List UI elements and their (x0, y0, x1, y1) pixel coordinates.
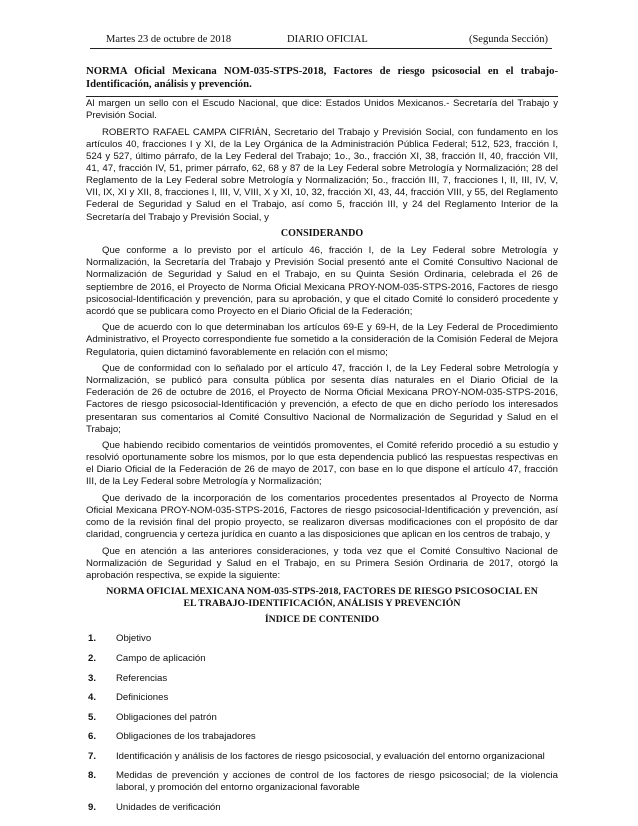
index-item (86, 673, 558, 685)
header-section: (Segunda Sección) (468, 34, 548, 45)
considerando-heading: CONSIDERANDO (280, 227, 364, 239)
index-text: Objetivo (116, 633, 152, 645)
index-text: Medidas de prevención y acciones de control de los factores de riesgo psicosocial; de la violencia laboral, y promoción del entorno organizacional favorable (116, 770, 558, 794)
considerando-paragraph: Que de acuerdo con lo que determinaban los artículos 69-E y 69-H, de la Ley Federal de Procedimiento Administrativo, el Proyecto correspondiente fue sometido a la consideración de la Comisión Federal de Mejora Regulatoria, quien dictaminó favorablemente en relación con el mismo; (86, 322, 558, 358)
considerando-paragraph: Que en atención a las anteriores consideraciones, y toda vez que el Comité Consultivo Nacional de Normalización de Seguridad y Salud en el Trabajo, en su Primera Sesión Ordinaria de 2017, otorgó la aprobación respectiva, se expide la siguiente: (86, 545, 558, 581)
intro-paragraph: ROBERTO RAFAEL CAMPA CIFRIÁN, Secretario del Trabajo y Previsión Social, con fundamento en los artículos 40, fracciones I y XI, de la Ley Orgánica de la Administración Pública Federal; 512, 523, fracción I, 524 y 527, último párrafo, de la Ley Federal del Trabajo; 1o., 3o., fracción XI, 38, fracción II, 40, fracción VII, 41, 47, fracción IV, 51, primer párrafo, 62, 68 y 87 de la Ley Federal sobre Metrología y Normalización; 28 del Reglamento de la Ley Federal sobre Metrología y Normalización; 5o., fracción III, 7, fracciones I, II, III, IV, V, VII, IX, XI y XII, 8, fracciones I, III, V, VIII, X y XI, 10, 32, fracción XI, 43, 44, fracción VIII, y 55, del Reglamento Federal de Seguridad y Salud en el Trabajo, así como 5, fracción III, y 24 del Reglamento Interior de la Secretaría del Trabajo y Previsión Social, y (86, 126, 558, 223)
index-number: 2. (88, 652, 97, 664)
header-publication: DIARIO OFICIAL (287, 34, 368, 45)
index-number: 8. (88, 770, 97, 782)
header-date: Martes 23 de octubre de 2018 (106, 34, 232, 45)
considerando-paragraph: Que conforme a lo previsto por el artículo 46, fracción I, de la Ley Federal sobre Metrología y Normalización, la Secretaría del Trabajo y Previsión Social presentó ante el Comité Consultivo Nacional de Normalización de Seguridad y Salud en el Trabajo, en su Quinta Sesión Ordinaria, celebrada el 26 de septiembre de 2016, el Proyecto de Norma Oficial Mexicana PROY-NOM-035-STPS-2016, Factores de riesgo psicosocial-Identificación y prevención, para su aprobación, y que el citado Comité lo consideró procedente y acordó que se publicara como Proyecto en el Diario Oficial de la Federación; (86, 245, 558, 317)
index-text: Obligaciones del patrón (116, 711, 217, 723)
index-item (86, 731, 558, 743)
index-number: 1. (88, 633, 97, 645)
index-text: Unidades de verificación (116, 801, 221, 813)
considerando-paragraph: Que habiendo recibido comentarios de veintidós promoventes, el Comité referido procedió a su estudio y resolvió oportunamente sobre los mismos, por lo que esta dependencia publicó las respuestas respectivas en el Diario Oficial de la Federación de 26 de mayo de 2017, con base en lo que dispone el artículo 47, fracción III, de la Ley Federal sobre Metrología y Normalización; (86, 440, 558, 488)
document-title: NORMA Oficial Mexicana NOM-035-STPS-2018, Factores de riesgo psicosocial en el trabajo-Identificación, análisis y prevención. (86, 65, 558, 97)
index-number: 4. (88, 692, 97, 704)
index-text: Referencias (116, 672, 168, 684)
index-list (86, 633, 558, 814)
index-item (86, 712, 558, 724)
considerando-paragraph: Que derivado de la incorporación de los comentarios procedentes presentados al Proyecto de Norma Oficial Mexicana PROY-NOM-035-STPS-2016, Factores de riesgo psicosocial-Identificación y prevención, así como de la revisión final del propio proyecto, se realizaron diversas modificaciones con el propósito de dar claridad, congruencia y certeza jurídica en cuanto a las disposiciones que aplican en los centros de trabajo, y (86, 492, 558, 541)
norm-title: NORMA OFICIAL MEXICANA NOM-035-STPS-2018, FACTORES DE RIESGO PSICOSOCIAL EN EL TRABAJO-IDENTIFICACIÓN, ANÁLISIS Y PREVENCIÓN (106, 586, 538, 610)
index-item (86, 802, 558, 814)
index-text: Obligaciones de los trabajadores (116, 731, 256, 743)
index-number: 7. (88, 750, 97, 762)
index-text: Definiciones (116, 692, 169, 704)
index-title: ÍNDICE DE CONTENIDO (264, 614, 380, 626)
index-number: 3. (88, 672, 97, 684)
index-item (86, 692, 558, 704)
index-text: Campo de aplicación (116, 652, 206, 664)
index-number: 6. (88, 731, 97, 743)
index-item (86, 751, 558, 763)
index-text: Identificación y análisis de los factores de riesgo psicosocial, y evaluación del entorno organizacional (116, 750, 545, 762)
intro-paragraph: Al margen un sello con el Escudo Nacional, que dice: Estados Unidos Mexicanos.- Secretaría del Trabajo y Previsión Social. (86, 98, 558, 122)
index-item (86, 770, 558, 794)
page-header (90, 33, 552, 49)
index-number: 5. (88, 711, 97, 723)
considerando-paragraph: Que de conformidad con lo señalado por el artículo 47, fracción I, de la Ley Federal sobre Metrología y Normalización, se publicó para consulta pública por sesenta días naturales en el Diario Oficial de la Federación de 26 de octubre de 2016, el Proyecto de Norma Oficial Mexicana PROY-NOM-035-STPS-2016, Factores de riesgo psicosocial-Identificación y prevención, a efecto de que en dicho período los interesados presentaran sus comentarios al Comité Consultivo Nacional de Normalización de Seguridad y Salud en el Trabajo; (86, 362, 558, 435)
document-body (86, 98, 558, 822)
index-number: 9. (88, 801, 97, 813)
index-item (86, 653, 558, 665)
index-item (86, 633, 558, 645)
